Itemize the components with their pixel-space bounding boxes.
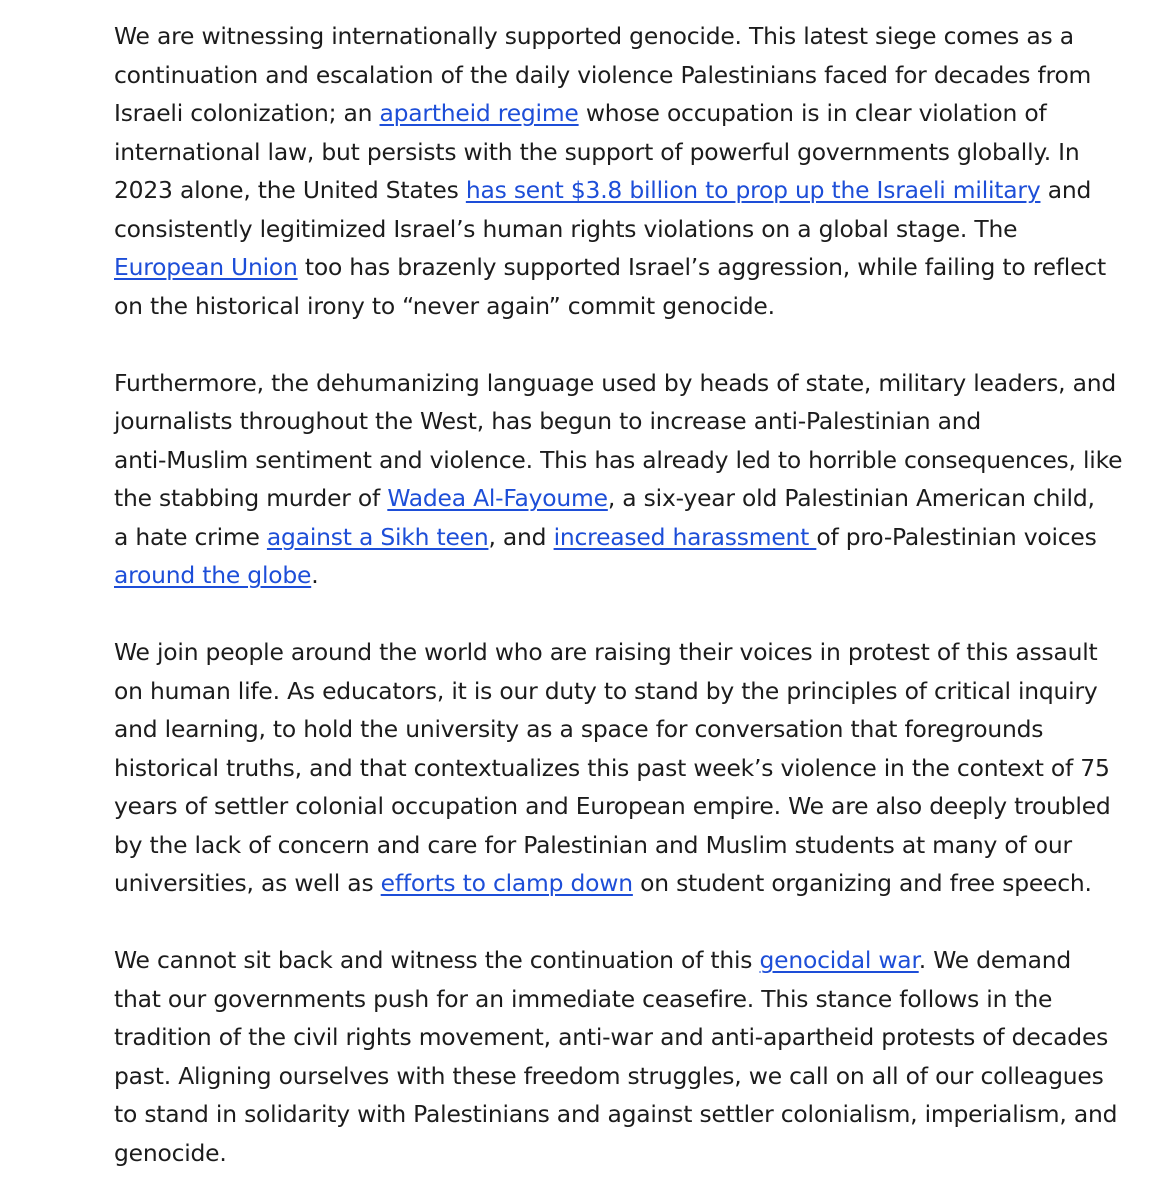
text-segment: years of settler colonial occupation and European empire. We are also deeply troubled [114, 792, 1111, 820]
text-line [114, 633, 1098, 672]
text-segment: Israeli colonization; an [114, 99, 380, 127]
text-line [114, 749, 1110, 788]
text-segment: on the historical irony to “never again” commit genocide. [114, 291, 775, 320]
text-line [114, 826, 1094, 865]
inline-link[interactable]: has sent $3.8 billion to prop up the Israeli military [465, 176, 1041, 204]
paragraph [114, 633, 1111, 903]
text-line [114, 941, 1094, 980]
text-segment: tradition of the civil rights movement, anti-war and anti-apartheid protests of decades [114, 1023, 1109, 1051]
inline-link[interactable]: genocidal war [759, 946, 919, 974]
text-segment: , a six-year old Palestinian American child, [607, 484, 1095, 512]
text-segment: and [1040, 176, 1092, 204]
text-line [114, 479, 1094, 518]
text-segment: consistently legitimized Israel’s human rights violations on a global stage. The [114, 214, 1018, 243]
text-segment: on student organizing and free speech. [632, 869, 1092, 897]
text-segment: We join people around the world who are raising their voices in protest of this assault [114, 638, 1098, 666]
paragraph [114, 364, 1123, 595]
text-line [114, 210, 1094, 249]
text-line [114, 441, 1123, 480]
inline-link[interactable]: Wadea Al-Fayoume [387, 484, 608, 512]
text-line [114, 556, 1094, 595]
inline-link[interactable]: increased harassment [553, 522, 817, 551]
text-line [114, 864, 1094, 903]
text-line [114, 1018, 1109, 1057]
text-segment: 2023 alone, the United States [114, 176, 466, 204]
text-segment: genocide. [114, 1138, 227, 1167]
text-segment: . We demand [918, 946, 1072, 974]
inline-link[interactable]: European Union [114, 253, 298, 281]
text-segment: universities, as well as [114, 869, 381, 897]
text-segment: a hate crime [114, 522, 267, 551]
text-line [114, 171, 1094, 210]
text-line [114, 287, 1094, 326]
paragraph [114, 17, 1106, 325]
inline-link[interactable]: apartheid regime [379, 99, 579, 127]
text-segment: international law, but persists with the support of powerful governments globally. In [114, 137, 1080, 166]
text-segment: We cannot sit back and witness the continuation of this [114, 946, 760, 974]
text-line [114, 672, 1098, 711]
text-segment: of pro-Palestinian voices [816, 522, 1097, 551]
text-line [114, 980, 1094, 1019]
text-segment: on human life. As educators, it is our duty to stand by the principles of critical inquiry [114, 676, 1098, 705]
text-line [114, 402, 1094, 441]
article-body [114, 17, 1123, 1172]
text-segment: to stand in solidarity with Palestinians and against settler colonialism, imperialism, and [114, 1100, 1118, 1128]
text-segment: whose occupation is in clear violation of [578, 99, 1047, 127]
text-line [114, 518, 1097, 557]
text-line [114, 710, 1094, 749]
paragraph [114, 941, 1118, 1172]
text-segment: the stabbing murder of [114, 484, 388, 512]
text-line [114, 94, 1094, 133]
text-line [114, 1057, 1104, 1096]
text-line [114, 56, 1094, 95]
text-line [114, 364, 1116, 403]
text-segment: . [311, 561, 319, 589]
text-segment: historical truths, and that contextualizes this past week’s violence in the context of 75 [114, 753, 1110, 782]
text-segment: Furthermore, the dehumanizing language used by heads of state, military leaders, and [114, 368, 1116, 397]
text-segment: anti-Muslim sentiment and violence. This has already led to horrible consequences, like [114, 445, 1123, 474]
text-line [114, 248, 1106, 287]
inline-link[interactable]: against a Sikh teen [266, 522, 489, 551]
text-line [114, 133, 1094, 172]
text-segment: We are witnessing internationally supported genocide. This latest siege comes as a [114, 22, 1074, 50]
text-line [114, 1095, 1118, 1134]
text-segment: past. Aligning ourselves with these freedom struggles, we call on all of our colleagues [114, 1061, 1104, 1090]
text-segment: too has brazenly supported Israel’s aggression, while failing to reflect [297, 253, 1106, 281]
text-line [114, 787, 1111, 826]
text-segment: and learning, to hold the university as a space for conversation that foregrounds [114, 715, 1044, 743]
text-segment: , and [488, 522, 554, 551]
inline-link[interactable]: around the globe [114, 561, 312, 589]
text-segment: continuation and escalation of the daily violence Palestinians faced for decades from [114, 60, 1092, 89]
text-line [114, 1134, 1094, 1173]
text-segment: journalists throughout the West, has begun to increase anti-Palestinian and [114, 407, 982, 435]
text-line [114, 17, 1094, 56]
text-segment: by the lack of concern and care for Palestinian and Muslim students at many of our [114, 830, 1072, 859]
inline-link[interactable]: efforts to clamp down [380, 869, 633, 897]
text-segment: that our governments push for an immediate ceasefire. This stance follows in the [114, 984, 1053, 1013]
